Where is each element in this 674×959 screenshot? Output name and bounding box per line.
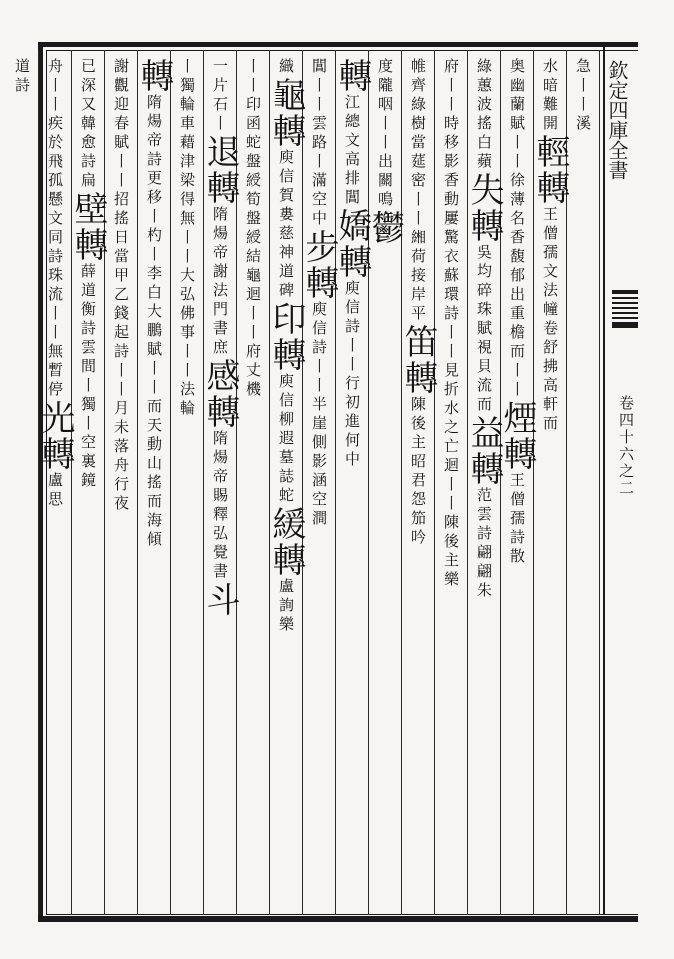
text-column	[332, 58, 372, 908]
headword: 龜轉	[266, 77, 306, 149]
text-column	[134, 58, 174, 908]
text-column	[200, 58, 240, 908]
headword: 緩轉	[266, 506, 306, 578]
text-column	[170, 58, 204, 908]
commentary-text: 府丈機	[244, 343, 262, 400]
commentary-text: 一片石丨	[211, 58, 229, 134]
fishtail-ornament-icon	[612, 290, 638, 328]
commentary-text: 藉津梁得無丨丨	[178, 134, 196, 267]
commentary-text: 閶丨丨雲路	[310, 58, 328, 153]
commentary-text: 庾信柳遐墓誌蛇	[277, 373, 295, 506]
commentary-text: 王僧孺詩散	[508, 472, 526, 567]
text-column	[5, 58, 39, 908]
commentary-text: 庾信賀婁慈神道碑	[277, 149, 295, 301]
headword: 印轉	[266, 301, 306, 373]
commentary-text: 織	[277, 58, 295, 77]
commentary-text: 孤懸文同詩珠流丨丨無暫停	[46, 172, 64, 400]
text-column	[566, 58, 600, 908]
headword: 光轉	[35, 400, 75, 472]
text-column	[35, 58, 75, 908]
headword: 轉	[134, 58, 174, 94]
commentary-text: 江總文高排閶	[343, 94, 361, 208]
commentary-text: 奥幽蘭賦丨丨	[508, 58, 526, 172]
commentary-text: 徐薄名香馥郁出重檐而丨丨	[508, 172, 526, 400]
text-column	[464, 58, 504, 908]
commentary-text: 已深又韓愈詩扁	[79, 58, 97, 191]
headword: 失轉	[464, 172, 504, 244]
text-column	[236, 58, 270, 908]
volume-label: 卷四十六之二	[617, 395, 635, 497]
commentary-text: 庾信詩丨丨行初進何中	[343, 280, 361, 470]
commentary-text: 丨丨見折水之亡迴	[442, 324, 460, 476]
headword: 嬌轉	[332, 208, 372, 280]
text-column	[497, 58, 537, 908]
commentary-text: 隋煬帝詩更移丨杓丨李白大鵬賦丨丨而天動山搖而海傾	[145, 94, 163, 550]
commentary-text: 道詩	[13, 58, 31, 96]
headword: 鬱	[365, 210, 405, 246]
commentary-text: 帷齊綠樹當莚密丨丨緗荷接岸平	[409, 58, 427, 324]
commentary-text: 盧詢樂	[277, 578, 295, 635]
headword: 壁轉	[68, 191, 108, 263]
headword: 退轉	[200, 134, 240, 206]
headword: 笛轉	[398, 324, 438, 396]
headword: 煙轉	[497, 400, 537, 472]
commentary-text: 薛道衡詩雲間丨獨丨空裏鏡	[79, 263, 97, 491]
text-column	[266, 58, 306, 908]
headword: 感轉	[200, 358, 240, 430]
headword: 輕轉	[530, 134, 570, 206]
text-column	[434, 58, 468, 908]
headword: 步轉	[299, 229, 339, 301]
commentary-text: 隋煬帝賜釋弘覺書	[211, 430, 229, 582]
text-column	[68, 58, 108, 908]
book-title: 欽定四庫全書	[605, 60, 629, 180]
commentary-text: 丨丨印函蛇盤綬筍	[244, 58, 262, 210]
commentary-text: 盧思	[46, 472, 64, 510]
commentary-text: 綠蕙波搖白蘋	[475, 58, 493, 172]
commentary-text: 吳均碎珠賦視貝流而	[475, 244, 493, 415]
commentary-text: 大弘佛事丨丨法輪	[178, 267, 196, 419]
commentary-text: 急丨丨溪	[574, 58, 592, 134]
text-column	[365, 58, 405, 908]
headword: 斗	[200, 582, 240, 618]
commentary-text: 丨獨輪車	[178, 58, 196, 134]
text-column	[398, 58, 438, 908]
text-column	[104, 58, 138, 908]
commentary-text: 府丨丨時移影香動屢驚衣蘇環詩	[442, 58, 460, 324]
commentary-text: 隋煬帝謝法門書庶	[211, 206, 229, 358]
commentary-text: 陳後主昭君怨笳吟	[409, 396, 427, 548]
commentary-text: 度隴咽丨丨出關鳴	[376, 58, 394, 210]
commentary-text: 丨滿空中	[310, 153, 328, 229]
commentary-text: 丨丨陳後主樂	[442, 476, 460, 590]
commentary-text: 庾信詩丨丨半崖側影涵空澗	[310, 301, 328, 529]
commentary-text: 盤綬結龜迴丨丨	[244, 210, 262, 343]
text-column	[299, 58, 339, 908]
commentary-text: 舟丨丨疾於飛	[46, 58, 64, 172]
headword: 益轉	[464, 415, 504, 487]
commentary-text: 謝觀迎春賦丨丨招搖日當甲乙錢起詩丨丨月未落舟行夜	[112, 58, 130, 514]
commentary-text: 水暗難開	[541, 58, 559, 134]
commentary-text: 王僧孺文法幢卷舒拂高軒而	[541, 206, 559, 434]
commentary-text: 范雲詩翩翩朱	[475, 487, 493, 601]
headword: 轉	[332, 58, 372, 94]
text-column	[530, 58, 570, 908]
